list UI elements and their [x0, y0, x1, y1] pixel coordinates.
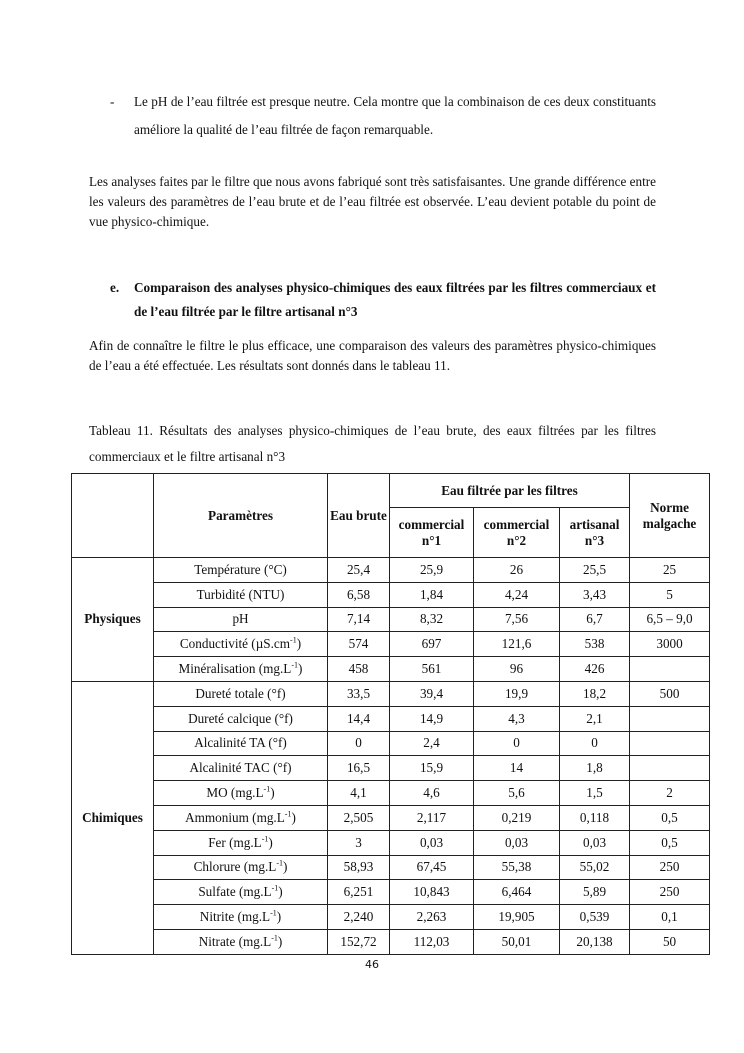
bullet-point	[110, 88, 656, 144]
parameter-name: MO (mg.L	[206, 785, 264, 801]
parameter-name: Nitrate (mg.L	[198, 933, 272, 949]
parameter-name: Dureté totale (°f)	[195, 685, 286, 701]
value-cell-brute: 33,5	[328, 681, 390, 706]
value-cell-c2: 26	[474, 558, 560, 583]
table-row	[72, 558, 710, 583]
table-row	[72, 756, 710, 781]
value-cell-a3: 1,8	[560, 756, 630, 781]
value-cell-norme: 25	[630, 558, 710, 583]
value-cell-c2: 19,9	[474, 681, 560, 706]
value-cell-norme	[630, 756, 710, 781]
bullet-text: Le pH de l’eau filtrée est presque neutre. Cela montre que la combinaison de ces deux constituants améliore la qualité de l’eau filtrée de façon remarquable.	[134, 94, 656, 137]
value-cell-c1: 4,6	[390, 781, 474, 806]
parameter-name: Fer (mg.L	[208, 834, 262, 850]
unit-suffix: )	[268, 834, 273, 850]
paragraph-results-summary: Les analyses faites par le filtre que nous avons fabriqué sont très satisfaisantes. Une grande différence entre les valeurs des paramètres de l’eau brute et de l’eau filtrée est observée. L’eau devient potable du point de vue physico-chimique.	[89, 174, 656, 229]
parameter-cell	[154, 855, 328, 880]
value-cell-c2: 14	[474, 756, 560, 781]
unit-suffix: )	[276, 909, 282, 925]
header-eau-filtree: Eau filtrée par les filtres	[390, 474, 630, 508]
value-cell-c2: 5,6	[474, 781, 560, 806]
value-cell-c2: 4,3	[474, 706, 560, 731]
parameter-cell	[154, 706, 328, 731]
parameter-cell	[154, 582, 328, 607]
unit-suffix: )	[298, 661, 303, 677]
value-cell-norme: 2	[630, 781, 710, 806]
header-commercial-1: commercial n°1	[390, 508, 474, 558]
value-cell-c1: 15,9	[390, 756, 474, 781]
parameter-cell	[154, 756, 328, 781]
unit-exponent: -1	[291, 660, 299, 670]
value-cell-brute: 58,93	[328, 855, 390, 880]
value-cell-brute: 25,4	[328, 558, 390, 583]
parameter-cell	[154, 781, 328, 806]
value-cell-c2: 121,6	[474, 632, 560, 657]
header-eau-brute: Eau brute	[328, 474, 390, 558]
value-cell-c1: 112,03	[390, 929, 474, 954]
value-cell-a3: 0	[560, 731, 630, 756]
unit-exponent: -1	[263, 784, 271, 794]
parameter-cell	[154, 607, 328, 632]
parameter-cell	[154, 830, 328, 855]
value-cell-c1: 561	[390, 657, 474, 682]
table-row	[72, 805, 710, 830]
bullet-marker: -	[110, 94, 115, 109]
parameter-name: Alcalinité TA (°f)	[194, 735, 287, 751]
section-heading-letter: e.	[110, 280, 120, 295]
parameter-cell	[154, 929, 328, 954]
table-row	[72, 731, 710, 756]
unit-exponent: -1	[270, 908, 277, 918]
value-cell-a3: 426	[560, 657, 630, 682]
value-cell-norme: 0,1	[630, 905, 710, 930]
value-cell-brute: 16,5	[328, 756, 390, 781]
unit-suffix: )	[270, 785, 275, 801]
section-heading-title: Comparaison des analyses physico-chimiques des eaux filtrées par les filtres commerciaux et de l’eau filtrée par le filtre artisanal n°3	[134, 280, 656, 319]
results-table-body	[72, 558, 710, 955]
table-row	[72, 632, 710, 657]
value-cell-brute: 6,58	[328, 582, 390, 607]
value-cell-c1: 2,4	[390, 731, 474, 756]
value-cell-brute: 3	[328, 830, 390, 855]
parameter-name: Alcalinité TAC (°f)	[189, 760, 292, 776]
value-cell-c1: 2,263	[390, 905, 474, 930]
value-cell-c2: 19,905	[474, 905, 560, 930]
parameter-name: Conductivité (µS.cm	[179, 636, 291, 652]
results-table	[71, 473, 710, 955]
value-cell-c1: 25,9	[390, 558, 474, 583]
unit-exponent: -1	[284, 809, 292, 819]
value-cell-brute: 4,1	[328, 781, 390, 806]
parameter-cell	[154, 632, 328, 657]
unit-suffix: )	[291, 809, 296, 825]
unit-exponent: -1	[271, 883, 279, 893]
parameter-name: Ammonium (mg.L	[185, 809, 285, 825]
value-cell-a3: 55,02	[560, 855, 630, 880]
table-row	[72, 905, 710, 930]
value-cell-a3: 1,5	[560, 781, 630, 806]
table-row	[72, 582, 710, 607]
table-row	[72, 929, 710, 954]
parameter-cell	[154, 880, 328, 905]
value-cell-norme: 3000	[630, 632, 710, 657]
value-cell-brute: 152,72	[328, 929, 390, 954]
unit-exponent: -1	[261, 834, 269, 844]
value-cell-a3: 20,138	[560, 929, 630, 954]
value-cell-norme	[630, 706, 710, 731]
unit-suffix: )	[277, 933, 283, 949]
table-row	[72, 706, 710, 731]
value-cell-c1: 10,843	[390, 880, 474, 905]
parameter-name: Dureté calcique (°f)	[188, 710, 293, 726]
table-row	[72, 607, 710, 632]
value-cell-brute: 2,505	[328, 805, 390, 830]
unit-suffix: )	[283, 859, 288, 875]
table-caption: Tableau 11. Résultats des analyses physico-chimiques de l’eau brute, des eaux filtrées par les filtres commerciaux et le filtre artisanal n°3	[89, 423, 656, 464]
value-cell-c1: 0,03	[390, 830, 474, 855]
header-parametres: Paramètres	[154, 474, 328, 558]
header-empty	[72, 474, 154, 558]
value-cell-brute: 458	[328, 657, 390, 682]
value-cell-c2: 6,464	[474, 880, 560, 905]
value-cell-a3: 5,89	[560, 880, 630, 905]
value-cell-c2: 7,56	[474, 607, 560, 632]
value-cell-norme	[630, 657, 710, 682]
value-cell-c2: 55,38	[474, 855, 560, 880]
value-cell-a3: 538	[560, 632, 630, 657]
value-cell-c2: 96	[474, 657, 560, 682]
value-cell-c1: 14,9	[390, 706, 474, 731]
value-cell-a3: 25,5	[560, 558, 630, 583]
table-row	[72, 681, 710, 706]
value-cell-c1: 697	[390, 632, 474, 657]
parameter-name: Turbidité (NTU)	[196, 586, 285, 602]
parameter-name: Minéralisation (mg.L	[178, 661, 292, 677]
page-number: 46	[365, 958, 379, 971]
value-cell-a3: 0,118	[560, 805, 630, 830]
value-cell-a3: 18,2	[560, 681, 630, 706]
table-row	[72, 781, 710, 806]
value-cell-c2: 0,03	[474, 830, 560, 855]
value-cell-c1: 8,32	[390, 607, 474, 632]
value-cell-brute: 6,251	[328, 880, 390, 905]
value-cell-norme: 500	[630, 681, 710, 706]
group-label: Chimiques	[72, 681, 154, 954]
unit-suffix: )	[278, 884, 283, 900]
unit-suffix: )	[296, 636, 302, 652]
value-cell-a3: 3,43	[560, 582, 630, 607]
table-row	[72, 880, 710, 905]
value-cell-c2: 4,24	[474, 582, 560, 607]
parameter-cell	[154, 558, 328, 583]
unit-exponent: -1	[271, 933, 278, 943]
value-cell-norme: 0,5	[630, 805, 710, 830]
value-cell-c1: 2,117	[390, 805, 474, 830]
value-cell-c2: 0	[474, 731, 560, 756]
value-cell-c1: 39,4	[390, 681, 474, 706]
parameter-cell	[154, 905, 328, 930]
value-cell-norme: 6,5 – 9,0	[630, 607, 710, 632]
value-cell-a3: 2,1	[560, 706, 630, 731]
paragraph-comparison-intro: Afin de connaître le filtre le plus efficace, une comparaison des valeurs des paramètres physico-chimiques de l’eau a été effectuée. Les résultats sont donnés dans le tableau 11.	[89, 338, 656, 373]
value-cell-a3: 0,539	[560, 905, 630, 930]
parameter-name: pH	[232, 611, 249, 627]
value-cell-norme: 250	[630, 855, 710, 880]
value-cell-brute: 14,4	[328, 706, 390, 731]
parameter-cell	[154, 805, 328, 830]
value-cell-brute: 574	[328, 632, 390, 657]
parameter-name: Chlorure (mg.L	[193, 859, 277, 875]
header-artisanal-3: artisanal n°3	[560, 508, 630, 558]
value-cell-brute: 0	[328, 731, 390, 756]
header-norme: Norme malgache	[630, 474, 710, 558]
value-cell-brute: 7,14	[328, 607, 390, 632]
unit-exponent: -1	[290, 635, 297, 645]
section-heading	[110, 276, 656, 324]
parameter-name: Nitrite (mg.L	[199, 909, 271, 925]
table-row	[72, 830, 710, 855]
table-row	[72, 657, 710, 682]
parameter-cell	[154, 731, 328, 756]
parameter-cell	[154, 657, 328, 682]
parameter-cell	[154, 681, 328, 706]
table-row	[72, 855, 710, 880]
value-cell-norme: 5	[630, 582, 710, 607]
value-cell-c1: 1,84	[390, 582, 474, 607]
value-cell-norme	[630, 731, 710, 756]
value-cell-norme: 50	[630, 929, 710, 954]
value-cell-c1: 67,45	[390, 855, 474, 880]
parameter-name: Température (°C)	[194, 561, 287, 577]
value-cell-norme: 0,5	[630, 830, 710, 855]
value-cell-brute: 2,240	[328, 905, 390, 930]
header-commercial-2: commercial n°2	[474, 508, 560, 558]
group-label: Physiques	[72, 558, 154, 682]
value-cell-a3: 6,7	[560, 607, 630, 632]
value-cell-c2: 0,219	[474, 805, 560, 830]
value-cell-a3: 0,03	[560, 830, 630, 855]
value-cell-norme: 250	[630, 880, 710, 905]
unit-exponent: -1	[276, 859, 284, 869]
parameter-name: Sulfate (mg.L	[198, 884, 272, 900]
value-cell-c2: 50,01	[474, 929, 560, 954]
